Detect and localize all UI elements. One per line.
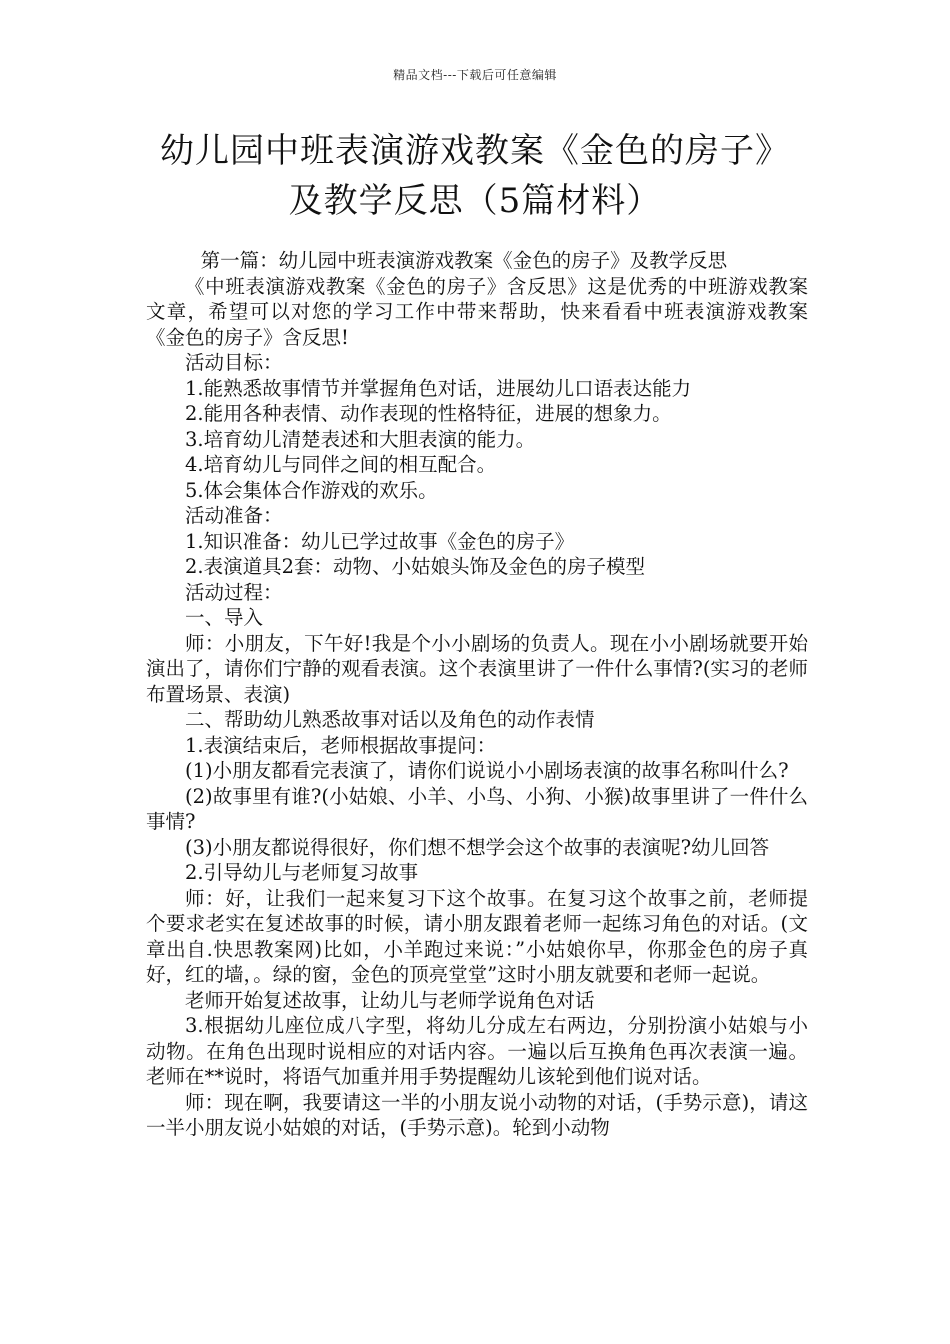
section-heading: 第一篇：幼儿园中班表演游戏教案《金色的房子》及教学反思 [200,249,728,272]
body-paragraph: 老师开始复述故事，让幼儿与老师学说角色对话 [185,988,595,1012]
list-item: 1.知识准备：幼儿已学过故事《金色的房子》 [185,529,575,553]
document-title-line-1: 幼儿园中班表演游戏教案《金色的房子》 [160,131,790,171]
list-item: 1.能熟悉故事情节并掌握角色对话，进展幼儿口语表达能力 [185,376,692,400]
list-item: 3.培育幼儿清楚表述和大胆表演的能力。 [185,427,536,451]
document-title [0,126,950,226]
list-item: 5.体会集体合作游戏的欢乐。 [185,478,438,502]
subsection-heading: 一、导入 [185,606,264,629]
body-paragraph: (3)小朋友都说得很好，你们想不想学会这个故事的表演呢?幼儿回答 [185,835,770,859]
document-title-line-2: 及教学反思（5篇材料） [288,181,662,221]
section-label-goals: 活动目标： [185,351,283,374]
body-paragraph: (1)小朋友都看完表演了，请你们说说小小剧场表演的故事名称叫什么? [185,759,789,782]
body-paragraph: 《中班表演游戏教案《金色的房子》含反思》这是优秀的中班游戏教案文章，希望可以对您的学习工作中带来帮助，快来看看中班表演游戏教案《金色的房子》含反思! [146,274,808,349]
body-paragraph: (2)故事里有谁?(小姑娘、小羊、小鸟、小狗、小猴)故事里讲了一件什么事情? [146,784,808,833]
body-paragraph: 1.表演结束后，老师根据故事提问： [185,733,497,757]
body-paragraph: 师：好，让我们一起来复习下这个故事。在复习这个故事之前，老师提个要求老实在复述故事的时候，请小朋友跟着老师一起练习角色的对话。(文章出自.快思教案网)比如，小羊跑过来说：”小姑娘你早，你那金色的房子真好，红的墙，。绿的窗，金色的顶亮堂堂”这时小朋友就要和老师一起说。 [146,886,808,986]
list-item: 2.表演道具2套：动物、小姑娘头饰及金色的房子模型 [185,555,646,578]
body-paragraph: 2.引导幼儿与老师复习故事 [185,861,419,884]
subsection-heading: 二、帮助幼儿熟悉故事对话以及角色的动作表情 [185,708,595,731]
body-paragraph: 师：小朋友，下午好!我是个小小剧场的负责人。现在小小剧场就要开始演出了，请你们宁静的观看表演。这个表演里讲了一件什么事情?(实习的老师布置场景、表演) [146,631,808,706]
body-paragraph: 3.根据幼儿座位成八字型，将幼儿分成左右两边，分别扮演小姑娘与小动物。在角色出现时说相应的对话内容。一遍以后互换角色再次表演一遍。老师在**说时，将语气加重并用手势提醒幼儿该轮到他们说对话。 [146,1014,808,1088]
body-paragraph: 师：现在啊，我要请这一半的小朋友说小动物的对话，(手势示意)，请这一半小朋友说小姑娘的对话，(手势示意)。轮到小动物 [146,1090,808,1139]
document-body [146,248,808,1141]
page-header-note: 精品文档---下载后可任意编辑 [393,68,557,82]
list-item: 4.培育幼儿与同伴之间的相互配合。 [185,453,497,476]
section-label-preparation: 活动准备： [185,504,283,527]
list-item: 2.能用各种表情、动作表现的性格特征，进展的想象力。 [185,402,672,425]
section-label-process: 活动过程： [185,580,283,604]
